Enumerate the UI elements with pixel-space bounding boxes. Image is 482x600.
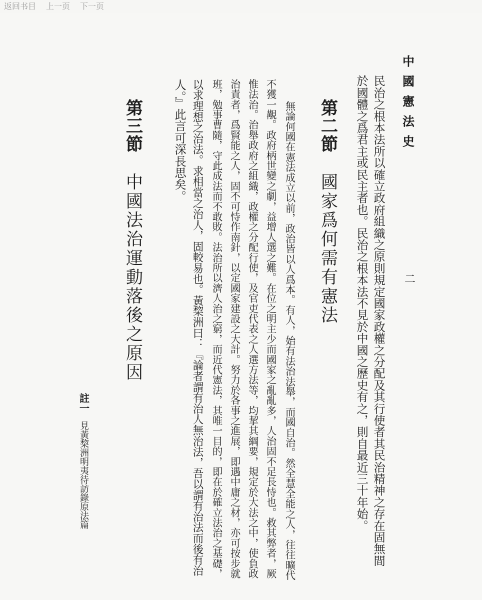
footnote-text: 見黃棃洲明夷待訪錄原法篇 (78, 421, 88, 529)
section-2-line-7: 人。』此言可深長思矣。 (173, 79, 188, 202)
running-header-title: 中國憲法史 (401, 55, 415, 155)
section-2-label: 第二節 (317, 99, 337, 153)
section-2-line-1: 無論何國在憲法成立以前，政治皆以人爲本。有人，始有法治法舉，而國自治。然全慧全能之人，往往曠代 (283, 101, 295, 581)
footnote-marker: 註一 (77, 393, 88, 413)
page-number: 二 (403, 273, 416, 284)
section-2-line-5: 班，勉事曹隨，守此成法而不敢敗。法治所以濟人治之窮，而近代憲法，其唯一目的，即在於確立法治之基礎， (210, 79, 222, 579)
section-2-line-4: 治責者，爲賢能之人，固不可恃作南針，以定國家建設之大計。努力於各事之進展，即遇中庸之材，亦可按步就 (228, 79, 240, 579)
toolbar-link-next[interactable]: 下一页 (80, 2, 104, 11)
section-3-title: 中國法治運動落後之原因 (122, 173, 142, 382)
section-2-line-3: 惟法治。治舉政府之組織，政權之分配行使，及官吏代表之人選方法等，均挈其綱要，規定於大法之中，使負政 (246, 79, 258, 579)
intro-line-1: 民治之根本法所以確立政府組織之原則規定國家政權之分配及其行使者其民治精神之存在固無間 (372, 75, 387, 567)
section-3-label: 第三節 (122, 99, 142, 153)
viewer-toolbar (0, 0, 482, 13)
section-2-line-6: 以求理想之治法。求相當之治人，固較易也。黃棃洲曰：『論者謂有治人無治法，吾以謂有治法而後有治 (191, 79, 205, 576)
section-2-title: 國家爲何需有憲法 (317, 173, 337, 325)
section-2-line-2: 不獲一覯。政府柄世變之劇，益增人選之難。在位之明主少而國家之亂亂多，人治固不足長恃也。救其弊者，厥 (264, 79, 276, 579)
toolbar-link-prev[interactable]: 上一页 (46, 2, 70, 11)
intro-line-2: 於國體之爲君主或民主者也。民治之根本法不見於中國之歷史有之，則自最近三十年始。 (355, 75, 370, 532)
toolbar-link-catalog[interactable]: 返回书目 (4, 2, 36, 11)
document-page (0, 13, 482, 600)
